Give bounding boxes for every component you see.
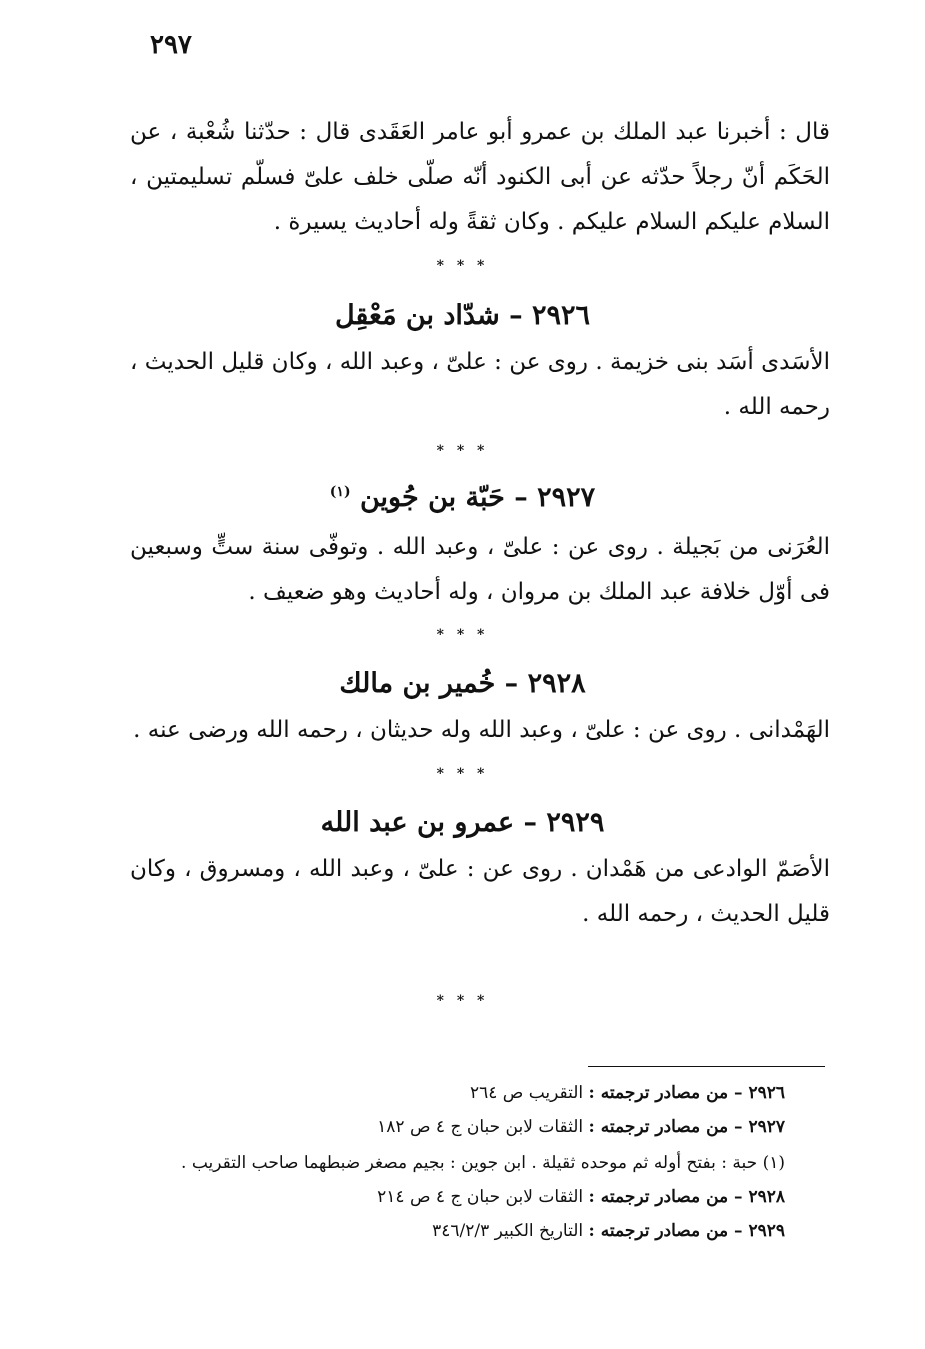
footnote-note-1 bbox=[181, 1148, 785, 1178]
footnote-label: ٢٩٢٨ – من مصادر ترجمته : bbox=[588, 1187, 785, 1207]
separator-5: * * * bbox=[436, 993, 489, 1009]
separator-1: * * * bbox=[436, 258, 489, 274]
separator-4: * * * bbox=[436, 766, 489, 782]
entry-heading-2929: ٢٩٢٩ – عمرو بن عبد الله bbox=[320, 807, 605, 838]
separator-2: * * * bbox=[436, 443, 489, 459]
entry-text-2928: الهَمْدانى . روى عن : علىّ ، وعبد الله وله حديثان ، رحمه الله ورضى عنه . bbox=[133, 717, 830, 743]
entry-heading-2928: ٢٩٢٨ – خُمير بن مالك bbox=[339, 668, 586, 699]
entry-text-2929: الأصَمّ الوادعى من هَمْدان . روى عن : علىّ ، وعبد الله ، ومسروق ، وكان قليل الحديث ، رحمه الله . bbox=[130, 856, 830, 927]
footnote-2927 bbox=[377, 1112, 785, 1142]
entry-text-2926: الأسَدى أسَد بنى خزيمة . روى عن : علىّ ، وعبد الله ، وكان قليل الحديث ، رحمه الله . bbox=[130, 349, 830, 420]
entry-text-2927: العُرَنى من بَجيلة . روى عن : علىّ ، وعبد الله . وتوفّى سنة ستٍّ وسبعين فى أوّل خلافة عبد الملك بن مروان ، وله أحاديث وهو ضعيف . bbox=[130, 534, 830, 605]
footnote-label: ٢٩٢٧ – من مصادر ترجمته : bbox=[588, 1117, 785, 1137]
footnote-text: الثقات لابن حبان ج ٤ ص ١٨٢ bbox=[377, 1117, 584, 1137]
footnote-2929 bbox=[432, 1216, 785, 1246]
footnote-text: التاريخ الكبير ٣٤٦/٢/٣ bbox=[432, 1221, 584, 1241]
footnote-rule bbox=[588, 1066, 825, 1067]
footnote-2928 bbox=[377, 1182, 785, 1212]
page-number: ٢٩٧ bbox=[150, 30, 192, 60]
footnote-label: ٢٩٢٦ – من مصادر ترجمته : bbox=[588, 1083, 785, 1103]
entry-heading-2926: ٢٩٢٦ – شدّاد بن مَعْقِل bbox=[334, 300, 591, 331]
entry-heading-2927 bbox=[0, 482, 925, 513]
footnote-text: (١) حبة : بفتح أوله ثم موحده ثقيلة . ابن جوين : بجيم مصغر ضبطهما صاحب التقريب . bbox=[181, 1153, 785, 1173]
footnote-text: الثقات لابن حبان ج ٤ ص ٢١٤ bbox=[377, 1187, 584, 1207]
footnote-ref-1: (١) bbox=[329, 484, 351, 500]
entry-heading-2927-title: ٢٩٢٧ – حَبّة بن جُوين bbox=[359, 482, 596, 513]
footnote-label: ٢٩٢٩ – من مصادر ترجمته : bbox=[588, 1221, 785, 1241]
footnote-2926 bbox=[470, 1078, 785, 1108]
intro-paragraph: قال : أخبرنا عبد الملك بن عمرو أبو عامر العَقَدى قال : حدّثنا شُعْبة ، عن الحَكَم أنّ رجلاً حدّثه عن أبى الكنود أنّه صلّى خلف علىّ فسلّم تسليمتين ، السلام عليكم السلام عليكم . وكان ثقةً وله أحاديث يسيرة . bbox=[130, 119, 830, 235]
separator-3: * * * bbox=[436, 627, 489, 643]
footnote-text: التقريب ص ٢٦٤ bbox=[469, 1083, 584, 1103]
